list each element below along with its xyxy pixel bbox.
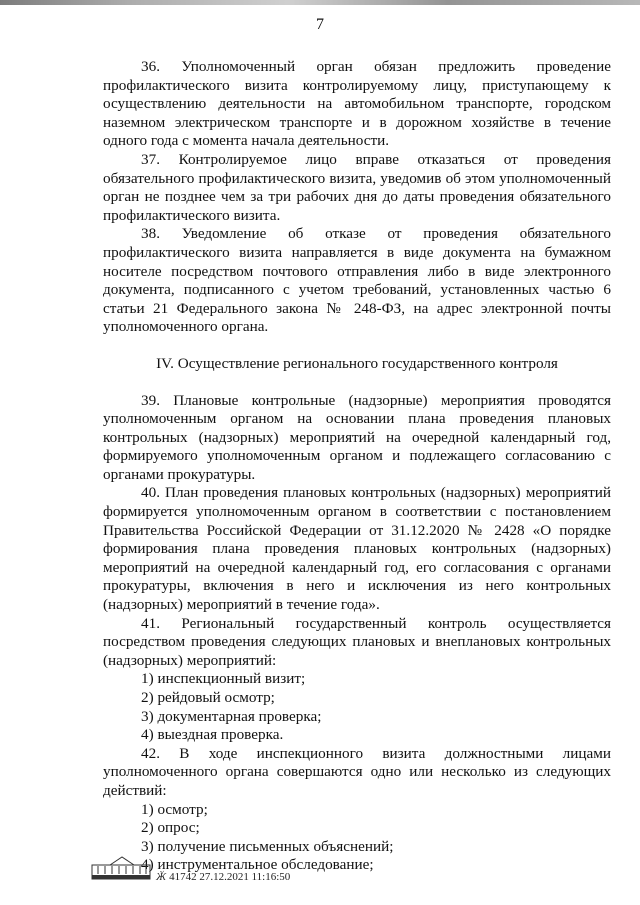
- paragraph-39: 39. Плановые контрольные (надзорные) мероприятия проводятся уполномоченным органом на основании плана проведения плановых контрольных (надзорных) мероприятий на очередной календарный год, формируемого уполномоченным органом и подлежащего согласованию с органами прокуратуры.: [103, 391, 611, 483]
- page-number: 7: [316, 16, 324, 33]
- paragraph-38: 38. Уведомление об отказе от проведения обязательного профилактического визита направляется в виде документа на бумажном носителе посредством почтового отправления либо в виде электронного документа, подписанного с учетом требований, установленных частью 6 статьи 21 Федерального закона № 248-ФЗ, на адрес электронной почты уполномоченного органа.: [103, 225, 611, 336]
- list-item: 2) опрос;: [141, 819, 200, 837]
- stamp-datetime: 41742 27.12.2021 11:16:50: [169, 871, 291, 883]
- list-item: 4) инструментальное обследование;: [141, 856, 374, 874]
- paragraph-37: 37. Контролируемое лицо вправе отказаться от проведения обязательного профилактического визита, уведомив об этом уполномоченный орган не позднее чем за три рабочих дня до даты проведения обязательного профилактического визита.: [103, 150, 611, 224]
- list-item: 2) рейдовый осмотр;: [141, 689, 275, 706]
- list-item: 1) инспекционный визит;: [141, 670, 306, 688]
- list-item: 3) документарная проверка;: [141, 707, 322, 725]
- document-body: [103, 58, 611, 875]
- scan-edge: [0, 0, 640, 5]
- stamp-mark: Ӂ: [156, 871, 167, 883]
- paragraph-40: 40. План проведения плановых контрольных (надзорных) мероприятий формируется уполномоченным органом в соответствии с постановлением Правительства Российской Федерации от 31.12.2020 № 2428 «О порядке формирования плана проведения плановых контрольных (надзорных) мероприятий на очередной календарный год, его согласования с органами прокуратуры, включения в него и исключения из него контрольных (надзорных) мероприятий в течение года».: [103, 484, 611, 614]
- paragraph-36: 36. Уполномоченный орган обязан предложить проведение профилактического визита контролируемому лицу, приступающему к осуществлению деятельности на автомобильном транспорте, городском наземном электрическом транспорте и в дорожном хозяйстве в течение одного года с момента начала деятельности.: [103, 58, 611, 150]
- section-heading: IV. Осуществление регионального государственного контроля: [156, 354, 558, 372]
- list-item: 4) выездная проверка.: [141, 726, 284, 744]
- paragraph-41: 41. Региональный государственный контроль осуществляется посредством проведения следующих плановых и внеплановых контрольных (надзорных) мероприятий:: [103, 614, 611, 669]
- registration-stamp: [88, 855, 508, 895]
- list-item: 1) осмотр;: [141, 800, 208, 818]
- building-stamp-icon: [88, 855, 156, 883]
- stamp-text: [156, 871, 290, 883]
- list-item: 3) получение письменных объяснений;: [141, 837, 394, 855]
- paragraph-42: 42. В ходе инспекционного визита должностными лицами уполномоченного органа совершаются одно или несколько из следующих действий:: [103, 744, 611, 799]
- list-41: [103, 670, 611, 744]
